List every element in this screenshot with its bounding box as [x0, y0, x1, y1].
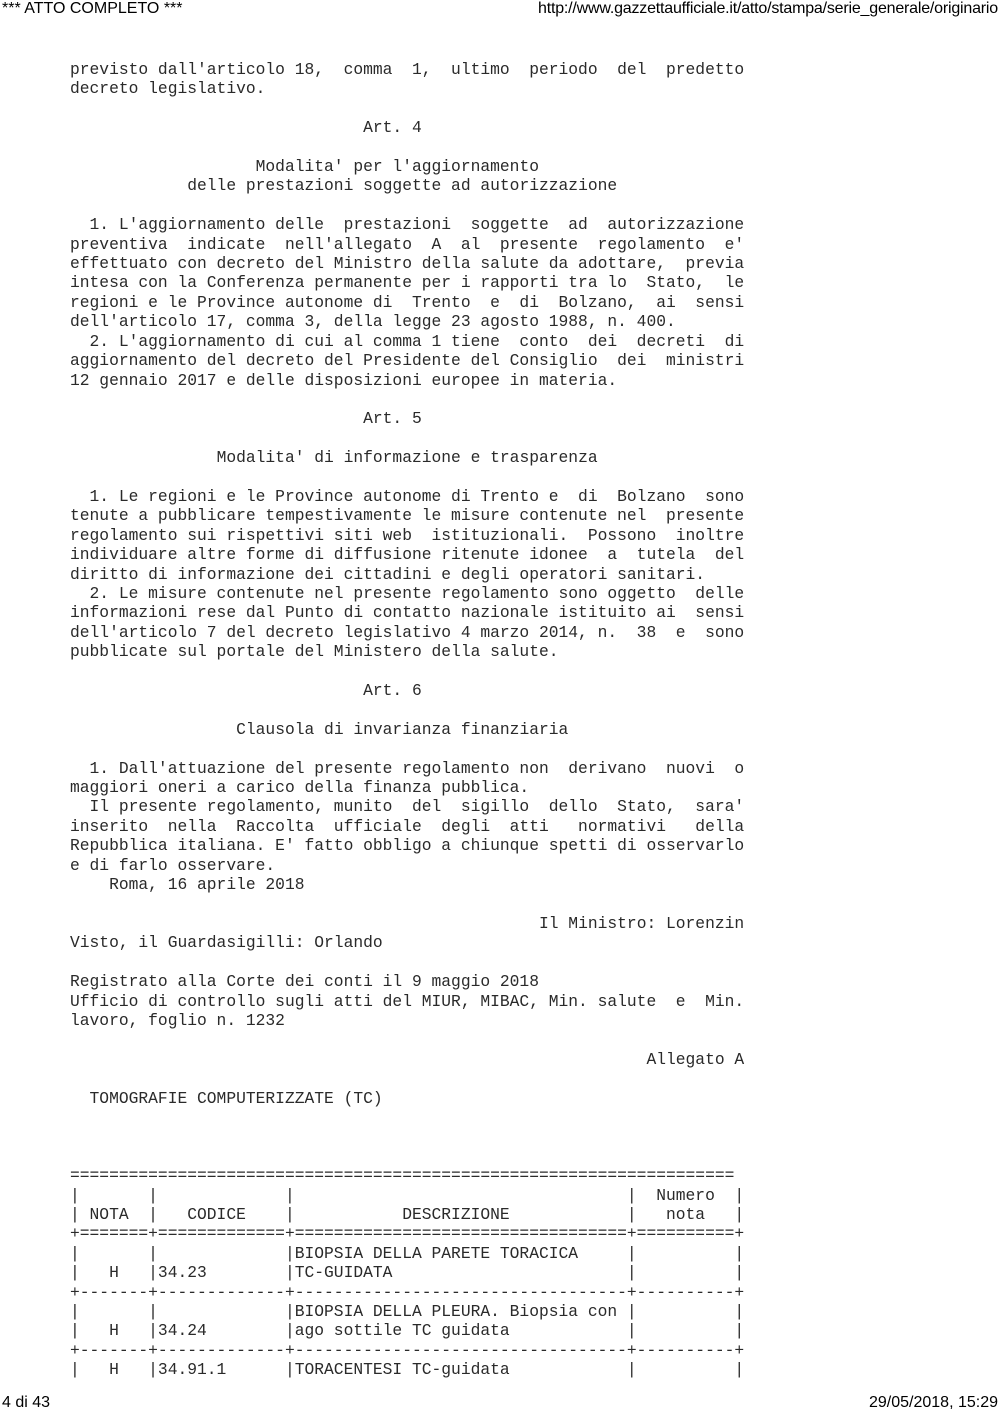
- art4-title-line: delle prestazioni soggette ad autorizzazione: [187, 176, 618, 196]
- table-line: | | | | Numero |: [70, 1185, 745, 1205]
- registration-line: Registrato alla Corte dei conti il 9 maggio 2018: [70, 972, 539, 992]
- registration-line: Ufficio di controllo sugli atti del MIUR, MIBAC, Min. salute e Min.: [70, 991, 745, 1011]
- blank-line: [70, 390, 744, 409]
- blank-line: [70, 1147, 744, 1166]
- art4-body-line: dell'articolo 17, comma 3, della legge 23 agosto 1988, n. 400.: [70, 312, 676, 332]
- art4-title-line: Modalita' per l'aggiornamento: [255, 157, 539, 177]
- art5-body-line: informazioni rese dal Punto di contatto nazionale istituito ai sensi: [70, 603, 745, 623]
- table-line: +-------+-------------+----------------------------------+----------+: [70, 1282, 745, 1302]
- art4-body-line: preventiva indicate nell'allegato A al presente regolamento e': [70, 234, 745, 254]
- art5-body-line: 1. Le regioni e le Province autonome di Trento e di Bolzano sono: [70, 486, 745, 506]
- intro-line: decreto legislativo.: [70, 79, 266, 99]
- art6-body-line: Repubblica italiana. E' fatto obbligo a chiunque spetti di osservarlo: [70, 836, 745, 856]
- blank-line: [70, 1127, 744, 1146]
- table-line: | | |BIOPSIA DELLA PLEURA. Biopsia con | |: [70, 1302, 745, 1321]
- art6-body-line: maggiori oneri a carico della finanza pubblica.: [70, 778, 530, 798]
- blank-line: [70, 953, 744, 972]
- art6-title: Clausola di invarianza finanziaria: [236, 719, 569, 739]
- table-line: ====================================================================: [70, 1166, 735, 1186]
- table-line: | H |34.23 |TC-GUIDATA | |: [70, 1263, 745, 1283]
- art4-body-line: aggiornamento del decreto del Presidente del Consiglio dei ministri: [70, 351, 745, 371]
- intro-line: previsto dall'articolo 18, comma 1, ultimo periodo del predetto: [70, 60, 745, 79]
- blank-line: [70, 429, 744, 448]
- blank-line: [70, 700, 744, 719]
- art5-body-line: 2. Le misure contenute nel presente regolamento sono oggetto delle: [70, 583, 745, 603]
- art4-body-line: 12 gennaio 2017 e delle disposizioni europee in materia.: [70, 370, 618, 390]
- blank-line: [70, 99, 744, 118]
- blank-line: [70, 1069, 744, 1088]
- art4-heading: Art. 4: [363, 118, 422, 138]
- blank-line: [70, 894, 744, 913]
- table-line: +-------+-------------+----------------------------------+----------+: [70, 1340, 745, 1360]
- art6-body-line: Roma, 16 aprile 2018: [70, 875, 305, 895]
- table-line: +=======+=============+==================================+==========+: [70, 1224, 745, 1244]
- art4-body-line: effettuato con decreto del Ministro della salute da adottare, previa: [70, 254, 745, 274]
- page-header-label: *** ATTO COMPLETO ***: [2, 0, 183, 17]
- signature: Il Ministro: Lorenzin: [538, 913, 745, 933]
- blank-line: [70, 196, 744, 215]
- art6-body-line: inserito nella Raccolta ufficiale degli atti normativi della: [70, 816, 745, 836]
- document-body: [70, 60, 744, 1380]
- art6-body-line: e di farlo osservare.: [70, 855, 276, 875]
- table-line: | | |BIOPSIA DELLA PARETE TORACICA | |: [70, 1243, 745, 1263]
- art5-heading: Art. 5: [363, 409, 422, 429]
- art4-body-line: 2. L'aggiornamento di cui al comma 1 tiene conto dei decreti di: [70, 331, 745, 351]
- art5-title: Modalita' di informazione e trasparenza: [216, 448, 598, 468]
- blank-line: [70, 662, 744, 681]
- art6-body-line: Il presente regolamento, munito del sigillo dello Stato, sara': [70, 797, 745, 817]
- section-title: TOMOGRAFIE COMPUTERIZZATE (TC): [70, 1088, 383, 1108]
- table-line: | H |34.91.1 |TORACENTESI TC-guidata | |: [70, 1360, 745, 1380]
- page-counter: 4 di 43: [2, 1394, 51, 1411]
- blank-line: [70, 1030, 744, 1049]
- blank-line: [70, 1108, 744, 1127]
- blank-line: [70, 739, 744, 758]
- table-line: | NOTA | CODICE | DESCRIZIONE | nota |: [70, 1204, 745, 1224]
- art4-body-line: 1. L'aggiornamento delle prestazioni soggette ad autorizzazione: [70, 215, 745, 235]
- art4-body-line: intesa con la Conferenza permanente per i rapporti tra lo Stato, le: [70, 273, 745, 293]
- visto: Visto, il Guardasigilli: Orlando: [70, 933, 383, 953]
- art4-body-line: regioni e le Province autonome di Trento e di Bolzano, ai sensi: [70, 292, 745, 312]
- art5-body-line: individuare altre forme di diffusione ritenute idonee a tutela del: [70, 545, 745, 565]
- registration-line: lavoro, foglio n. 1232: [70, 1010, 285, 1030]
- blank-line: [70, 138, 744, 157]
- page-header-url: http://www.gazzettaufficiale.it/atto/stampa/serie_generale/originario: [538, 0, 998, 17]
- table-line: | H |34.24 |ago sottile TC guidata | |: [70, 1321, 745, 1341]
- art5-body-line: regolamento sui rispettivi siti web istituzionali. Possono inoltre: [70, 525, 745, 545]
- art5-body-line: pubblicate sul portale del Ministero della salute.: [70, 642, 559, 662]
- art5-body-line: diritto di informazione dei cittadini e degli operatori sanitari.: [70, 564, 706, 584]
- art6-body-line: 1. Dall'attuazione del presente regolamento non derivano nuovi o: [70, 758, 745, 778]
- art5-body-line: dell'articolo 7 del decreto legislativo 4 marzo 2014, n. 38 e sono: [70, 622, 745, 642]
- blank-line: [70, 468, 744, 487]
- allegato-label: Allegato A: [646, 1049, 745, 1069]
- print-datetime: 29/05/2018, 15:29: [868, 1394, 998, 1411]
- art6-heading: Art. 6: [363, 681, 422, 700]
- art5-body-line: tenute a pubblicare tempestivamente le misure contenute nel presente: [70, 506, 745, 526]
